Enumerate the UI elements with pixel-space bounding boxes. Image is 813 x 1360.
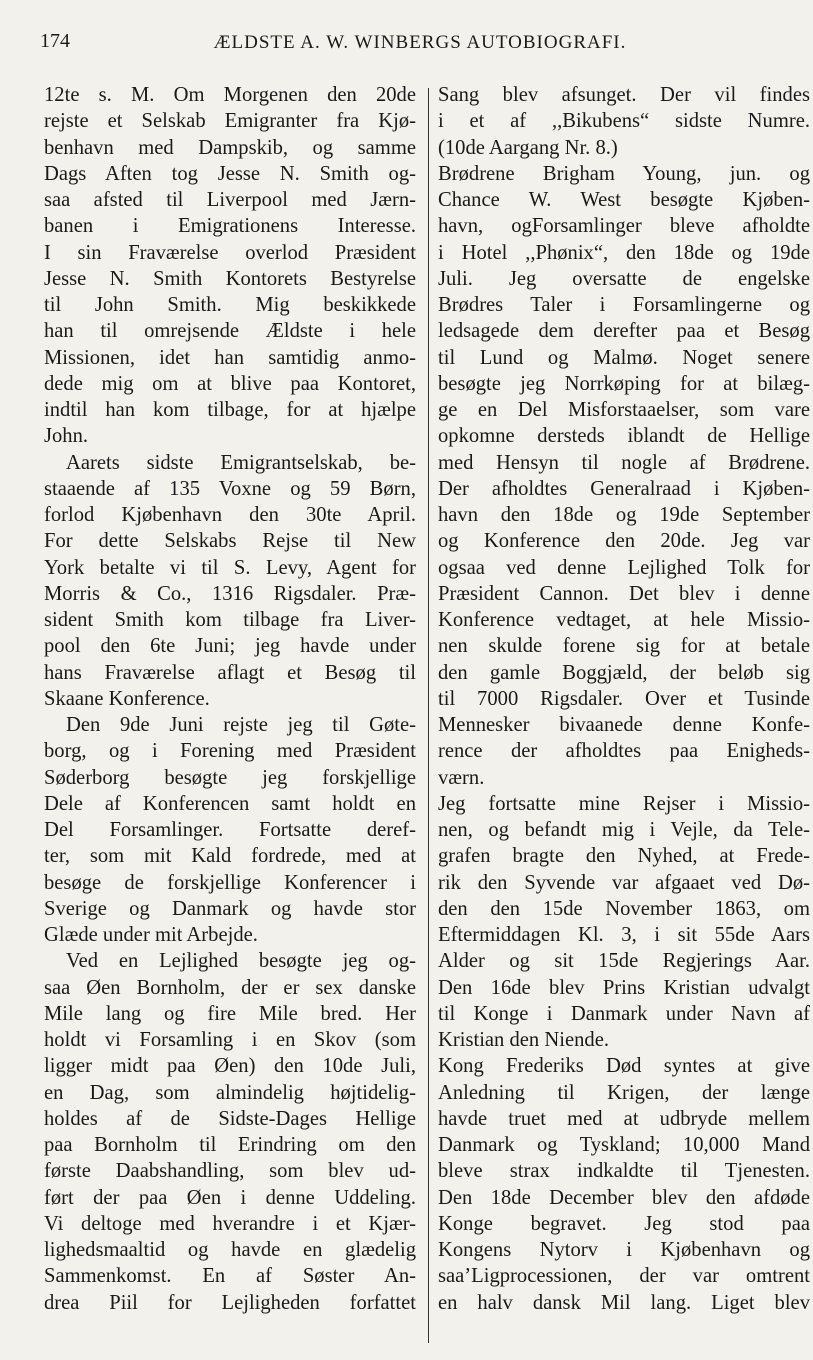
text-line: Eftermiddagen Kl. 3, i sit 55de Aars [438, 924, 810, 946]
page-header [40, 30, 800, 66]
text-line: indtil han kom tilbage, for at hjælpe [44, 399, 416, 421]
text-line: Vi deltoge med hverandre i et Kjær- [44, 1212, 416, 1235]
text-line: bleve strax indkaldte til Tjenesten. [438, 1160, 810, 1183]
text-line: Morris & Co., 1316 Rigsdaler. Præ- [44, 582, 416, 605]
text-line: Præsident Cannon. Det blev i denne [438, 582, 810, 605]
text-line: nen skulde forene sig for at betale [438, 635, 810, 658]
text-line: Anledning til Krigen, der længe [438, 1081, 810, 1104]
text-line: Den 16de blev Prins Kristian udvalgt [438, 976, 810, 999]
text-line: benhavn med Dampskib, og samme [44, 136, 416, 159]
text-line: en halv dansk Mil lang. Liget blev [438, 1291, 810, 1314]
text-line: første Daabshandling, som blev ud- [44, 1160, 416, 1183]
text-line: til 7000 Rigsdaler. Over et Tusinde [438, 687, 810, 710]
text-line: havn, ogForsamlinger bleve afholdte [438, 215, 810, 238]
text-line: Mile lang og fire Mile bred. Her [44, 1002, 416, 1025]
text-line: Den 18de December blev den afdøde [438, 1186, 810, 1209]
text-line: paa Bornholm til Erindring om den [44, 1134, 416, 1156]
text-line: havde truet med at udbryde mellem [438, 1107, 810, 1130]
text-line: Dele af Konferencen samt holdt en [44, 792, 416, 815]
text-line: hans Fraværelse aflagt et Besøg til [44, 661, 416, 684]
text-line: Dags Aften tog Jesse N. Smith og- [44, 162, 416, 185]
text-line: besøgte jeg Norrkøping for at bilæg- [438, 372, 810, 395]
text-line: besøge de forskjellige Konferencer i [44, 871, 416, 894]
text-line: York betalte vi til S. Levy, Agent for [44, 556, 416, 579]
text-line: Den 9de Juni rejste jeg til Gøte- [66, 714, 416, 736]
text-line: (10de Aargang Nr. 8.) [438, 136, 618, 159]
text-line: dede mig om at blive paa Kontoret, [44, 372, 416, 395]
text-line: Sang blev afsunget. Der vil findes [438, 84, 810, 106]
text-line: ter, som mit Kald fordrede, med at [44, 845, 416, 868]
text-line: havn den 18de og 19de September [438, 504, 810, 526]
text-line: Danmark og Tyskland; 10,000 Mand [438, 1134, 810, 1156]
text-line: 12te s. M. Om Morgenen den 20de [44, 84, 416, 106]
text-line: Alder og sit 15de Regjerings Aar. [438, 950, 810, 973]
text-line: Jesse N. Smith Kontorets Bestyrelse [44, 267, 416, 290]
running-title: ÆLDSTE A. W. WINBERGS AUTOBIOGRAFI. [213, 32, 627, 53]
text-line: forlod Kjøbenhavn den 30te April. [44, 504, 416, 526]
text-line: Kongens Nytorv i Kjøbenhavn og [438, 1239, 810, 1261]
text-line: Sverige og Danmark og havde stor [44, 897, 416, 920]
text-line: rejste et Selskab Emigranter fra Kjø- [44, 110, 416, 133]
text-line: saa afsted til Liverpool med Jærn- [44, 189, 416, 211]
text-line: til Lund og Malmø. Noget senere [438, 346, 810, 369]
text-line: ogsaa ved denne Lejlighed Tolk for [438, 556, 810, 579]
text-line: Skaane Konference. [44, 687, 210, 710]
text-line: til John Smith. Mig beskikkede [44, 294, 416, 316]
text-line: værn. [438, 766, 485, 789]
text-line: holdt vi Forsamling i en Skov (som [44, 1029, 416, 1051]
text-line: Søderborg besøgte jeg forskjellige [44, 766, 416, 789]
text-line: Konge begravet. Jeg stod paa [438, 1212, 810, 1235]
text-line: Sammenkomst. En af Søster An- [44, 1265, 416, 1288]
text-line: Del Forsamlinger. Fortsatte deref- [44, 819, 416, 841]
text-line: i Hotel ,,Phønix“, den 18de og 19de [438, 241, 810, 264]
text-line: drea Piil for Lejligheden forfattet [44, 1291, 416, 1314]
text-line: pool den 6te Juni; jeg havde under [44, 635, 416, 658]
text-line: For dette Selskabs Rejse til New [44, 530, 416, 553]
text-line: nen, og befandt mig i Vejle, da Tele- [438, 819, 810, 841]
right-column [438, 82, 810, 1316]
text-line: Glæde under mit Arbejde. [44, 924, 258, 946]
text-line: Chance W. West besøgte Kjøben- [438, 189, 810, 211]
text-line: Mennesker bivaanede denne Konfe- [438, 714, 810, 736]
text-line: Missionen, idet han samtidig anmo- [44, 346, 416, 369]
text-line: Brødres Taler i Forsamlingerne og [438, 294, 810, 316]
text-line: ledsagede dem derefter paa et Besøg [438, 320, 810, 343]
text-line: Jeg fortsatte mine Rejser i Missio- [438, 792, 810, 815]
text-line: sident Smith kom tilbage fra Liver- [44, 609, 416, 631]
text-line: ført der paa Øen i denne Uddeling. [44, 1186, 416, 1209]
text-line: grafen bragte den Nyhed, at Frede- [438, 845, 810, 868]
text-line: Brødrene Brigham Young, jun. og [438, 162, 810, 185]
text-line: holdes af de Sidste-Dages Hellige [44, 1107, 416, 1130]
text-line: Der afholdtes Generalraad i Kjøben- [438, 477, 810, 500]
text-line: Konference vedtaget, at hele Missio- [438, 609, 810, 631]
text-line: han til omrejsende Ældste i hele [44, 320, 416, 343]
text-line: en Dag, som almindelig højtidelig- [44, 1081, 416, 1104]
text-line: banen i Emigrationens Interesse. [44, 215, 416, 238]
text-line: borg, og i Forening med Præsident [44, 740, 416, 763]
page-number: 174 [40, 30, 70, 52]
text-line: opkomne dersteds iblandt de Hellige [438, 425, 810, 448]
text-line: Aarets sidste Emigrantselskab, be- [66, 451, 416, 474]
text-line: John. [44, 425, 89, 448]
text-line: den den 15de November 1863, om [438, 897, 810, 920]
text-line: Juli. Jeg oversatte de engelske [438, 267, 810, 290]
text-line: og Konference den 20de. Jeg var [438, 530, 810, 553]
left-column [44, 82, 416, 1316]
text-line: med Hensyn til nogle af Brødrene. [438, 451, 810, 474]
text-line: ligger midt paa Øen) den 10de Juli, [44, 1055, 416, 1078]
column-divider [428, 88, 429, 1343]
text-line: saa Øen Bornholm, der er sex danske [44, 976, 416, 999]
text-line: i et af ,,Bikubens“ sidste Numre. [438, 110, 810, 133]
text-line: til Konge i Danmark under Navn af [438, 1002, 810, 1025]
text-line: Kristian den Niende. [438, 1029, 609, 1051]
text-line: lighedsmaaltid og havde en glædelig [44, 1239, 416, 1261]
text-line: rence der afholdtes paa Enigheds- [438, 740, 810, 763]
text-line: Kong Frederiks Død syntes at give [438, 1055, 810, 1078]
text-line: staaende af 135 Voxne og 59 Børn, [44, 477, 416, 500]
text-line: saa’Ligprocessionen, der var omtrent [438, 1265, 810, 1288]
text-line: den gamle Boggjæld, der beløb sig [438, 661, 810, 684]
text-line: I sin Fraværelse overlod Præsident [44, 241, 416, 264]
text-line: ge en Del Misforstaaelser, som vare [438, 399, 810, 421]
text-line: Ved en Lejlighed besøgte jeg og- [66, 950, 416, 973]
text-line: rik den Syvende var afgaaet ved Dø- [438, 871, 810, 894]
